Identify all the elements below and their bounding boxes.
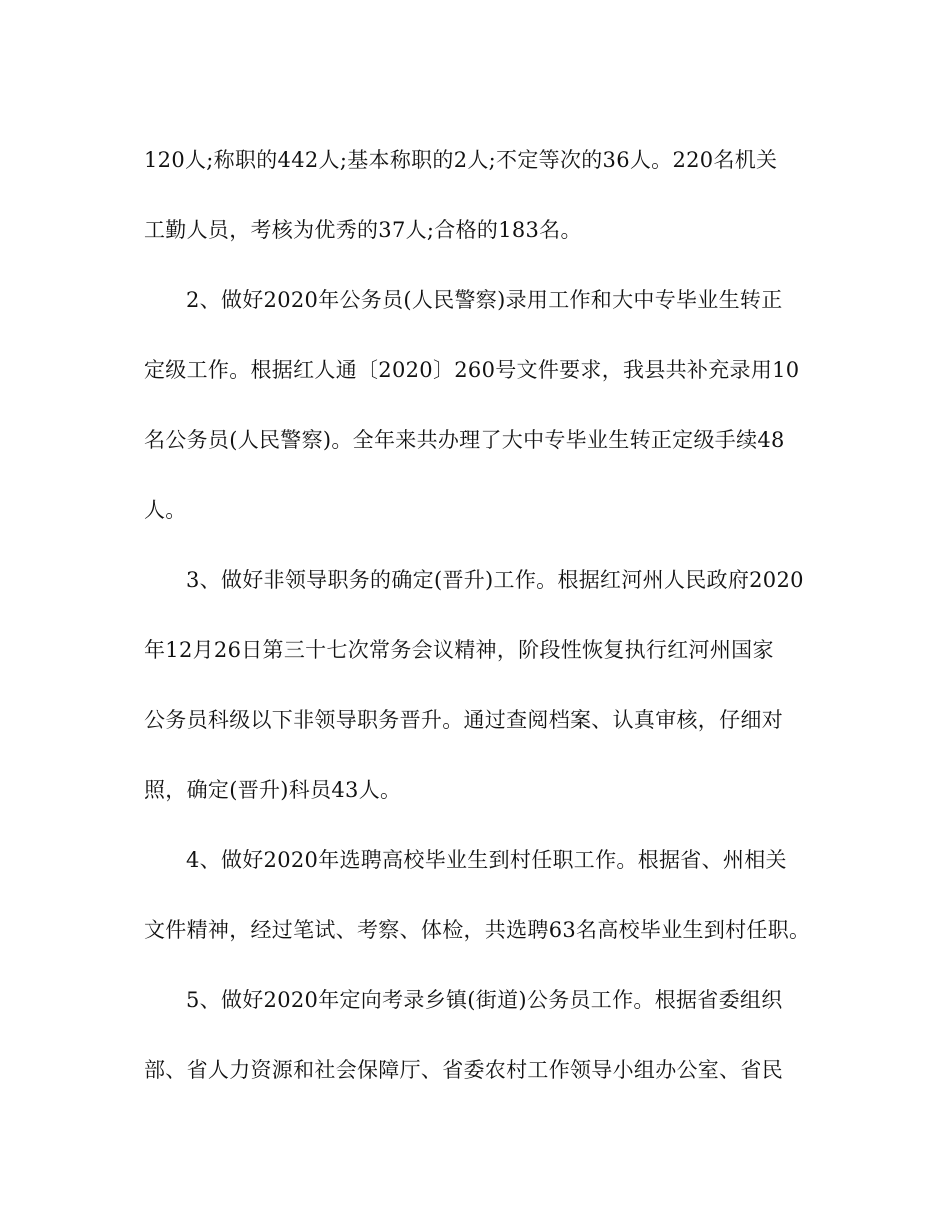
paragraph-start-line: 5、做好2020年定向考录乡镇(街道)公务员工作。根据省委组织 [186,988,783,1012]
text-line: 年12月26日第三十七次常务会议精神，阶段性恢复执行红河州国家 [144,638,774,662]
text-line: 部、省人力资源和社会保障厅、省委农村工作领导小组办公室、省民 [144,1058,783,1082]
paragraph-start-line: 2、做好2020年公务员(人民警察)录用工作和大中专毕业生转正 [186,288,783,312]
text-line: 人。 [144,498,187,522]
text-line: 名公务员(人民警察)。全年来共办理了大中专毕业生转正定级手续48 [144,428,785,452]
text-line: 文件精神，经过笔试、考察、体检，共选聘63名高校毕业生到村任职。 [144,918,811,942]
paragraph-start-line: 4、做好2020年选聘高校毕业生到村任职工作。根据省、州相关 [186,848,787,872]
paragraph-start-line: 3、做好非领导职务的确定(晋升)工作。根据红河州人民政府2020 [186,568,804,592]
text-line: 120人;称职的442人;基本称职的2人;不定等次的36人。220名机关 [144,148,778,172]
text-line: 工勤人员，考核为优秀的37人;合格的183名。 [144,218,582,242]
text-line: 定级工作。根据红人通〔2020〕260号文件要求，我县共补充录用10 [144,358,800,382]
text-line: 公务员科级以下非领导职务晋升。通过查阅档案、认真审核，仔细对 [144,708,783,732]
text-line: 照，确定(晋升)科员43人。 [144,778,402,802]
